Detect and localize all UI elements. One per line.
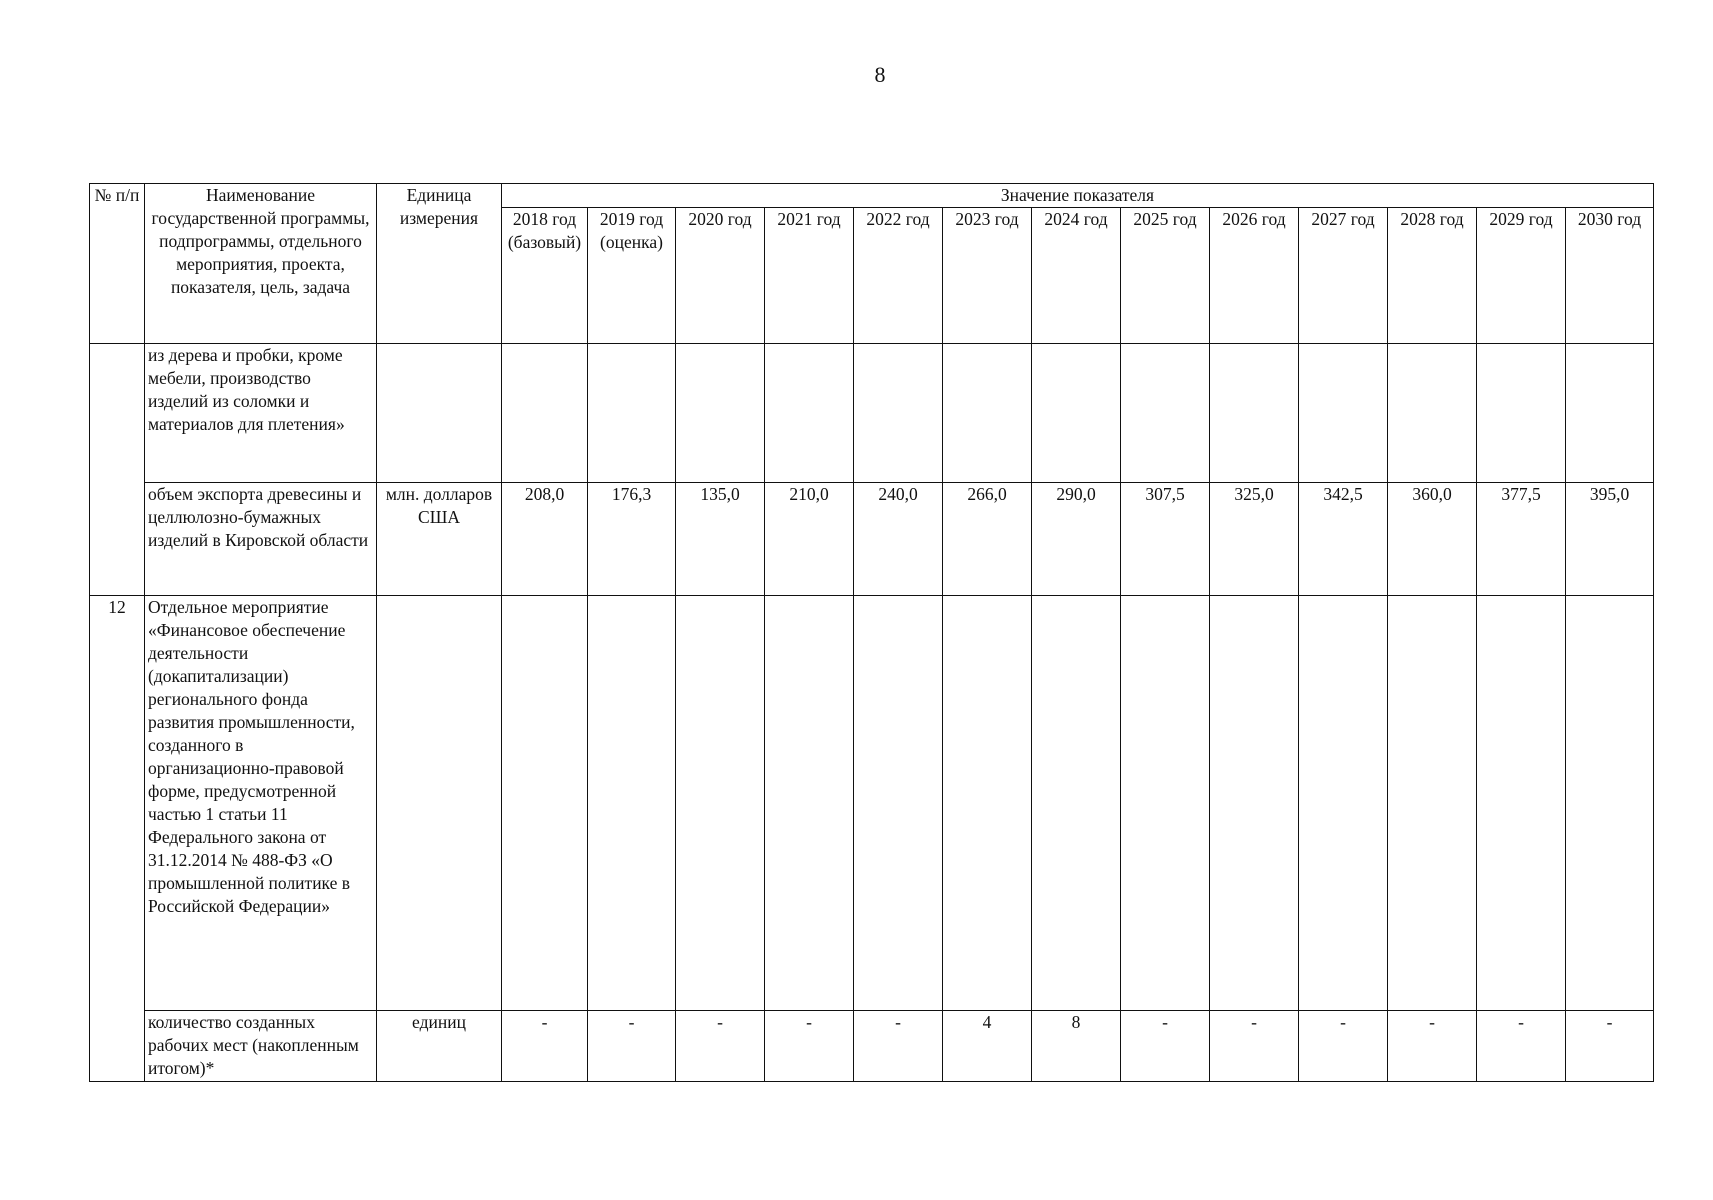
row-name: количество созданных рабочих мест (накопленным итогом)* xyxy=(145,1011,377,1082)
value-cell xyxy=(1566,596,1654,1011)
value-cell xyxy=(588,596,676,1011)
row-unit xyxy=(377,596,502,1011)
table-row xyxy=(90,596,1654,1011)
value-cell: - xyxy=(1566,1011,1654,1082)
value-cell xyxy=(1210,596,1299,1011)
value-cell: 266,0 xyxy=(943,483,1032,596)
value-cell: - xyxy=(1388,1011,1477,1082)
value-cell: 395,0 xyxy=(1566,483,1654,596)
value-cell: - xyxy=(588,1011,676,1082)
value-cell: 4 xyxy=(943,1011,1032,1082)
row-no xyxy=(90,344,145,483)
row-unit xyxy=(377,344,502,483)
header-year: 2019 год (оценка) xyxy=(588,208,676,344)
value-cell xyxy=(765,596,854,1011)
value-cell: - xyxy=(1210,1011,1299,1082)
row-unit: единиц xyxy=(377,1011,502,1082)
header-year: 2029 год xyxy=(1477,208,1566,344)
table-row xyxy=(90,344,1654,483)
header-year: 2018 год (базовый) xyxy=(502,208,588,344)
row-unit: млн. долларов США xyxy=(377,483,502,596)
header-value-group: Значение показателя xyxy=(502,184,1654,208)
header-year: 2024 год xyxy=(1032,208,1121,344)
header-year: 2021 год xyxy=(765,208,854,344)
header-unit: Единица измерения xyxy=(377,184,502,344)
row-no: 12 xyxy=(90,596,145,1011)
value-cell xyxy=(1388,596,1477,1011)
value-cell: - xyxy=(1121,1011,1210,1082)
header-year: 2027 год xyxy=(1299,208,1388,344)
header-year: 2023 год xyxy=(943,208,1032,344)
indicators-table xyxy=(89,183,1654,1082)
value-cell: - xyxy=(676,1011,765,1082)
row-name: объем экспорта древесины и целлюлозно-бумажных изделий в Кировской области xyxy=(145,483,377,596)
value-cell xyxy=(1032,344,1121,483)
value-cell xyxy=(1299,344,1388,483)
value-cell xyxy=(765,344,854,483)
value-cell xyxy=(1210,344,1299,483)
value-cell: 360,0 xyxy=(1388,483,1477,596)
value-cell: - xyxy=(854,1011,943,1082)
row-no xyxy=(90,483,145,596)
value-cell xyxy=(1121,596,1210,1011)
value-cell xyxy=(1299,596,1388,1011)
value-cell: 325,0 xyxy=(1210,483,1299,596)
value-cell: 176,3 xyxy=(588,483,676,596)
value-cell: 208,0 xyxy=(502,483,588,596)
value-cell xyxy=(676,344,765,483)
value-cell xyxy=(502,344,588,483)
value-cell xyxy=(943,596,1032,1011)
value-cell: 210,0 xyxy=(765,483,854,596)
value-cell xyxy=(854,596,943,1011)
value-cell: 240,0 xyxy=(854,483,943,596)
table-row xyxy=(90,483,1654,596)
value-cell xyxy=(854,344,943,483)
value-cell xyxy=(1566,344,1654,483)
header-year: 2030 год xyxy=(1566,208,1654,344)
header-name: Наименование государственной программы, подпрограммы, отдельного мероприятия, проекта, показателя, цель, задача xyxy=(145,184,377,344)
page-number: 8 xyxy=(874,62,886,87)
value-cell xyxy=(588,344,676,483)
row-no xyxy=(90,1011,145,1082)
row-name: из дерева и пробки, кроме мебели, производство изделий из соломки и материалов для плетения» xyxy=(145,344,377,483)
table-header xyxy=(90,184,1654,344)
value-cell: 307,5 xyxy=(1121,483,1210,596)
row-name: Отдельное мероприятие «Финансовое обеспечение деятельности (докапитализации) регионального фонда развития промышленности, созданного в организационно-правовой форме, предусмотренной частью 1 статьи 11 Федерального закона от 31.12.2014 № 488-ФЗ «О промышленной политике в Российской Федерации» xyxy=(145,596,377,1011)
value-cell xyxy=(943,344,1032,483)
header-no: № п/п xyxy=(90,184,145,344)
header-year: 2025 год xyxy=(1121,208,1210,344)
value-cell xyxy=(502,596,588,1011)
value-cell: - xyxy=(1477,1011,1566,1082)
value-cell xyxy=(1477,596,1566,1011)
header-year: 2022 год xyxy=(854,208,943,344)
value-cell xyxy=(676,596,765,1011)
value-cell xyxy=(1032,596,1121,1011)
value-cell: - xyxy=(502,1011,588,1082)
value-cell xyxy=(1121,344,1210,483)
value-cell: 135,0 xyxy=(676,483,765,596)
header-year: 2020 год xyxy=(676,208,765,344)
value-cell: - xyxy=(765,1011,854,1082)
value-cell: 342,5 xyxy=(1299,483,1388,596)
value-cell: 8 xyxy=(1032,1011,1121,1082)
header-year: 2026 год xyxy=(1210,208,1299,344)
value-cell xyxy=(1477,344,1566,483)
table-row xyxy=(90,1011,1654,1082)
header-year: 2028 год xyxy=(1388,208,1477,344)
value-cell: - xyxy=(1299,1011,1388,1082)
value-cell xyxy=(1388,344,1477,483)
value-cell: 377,5 xyxy=(1477,483,1566,596)
value-cell: 290,0 xyxy=(1032,483,1121,596)
